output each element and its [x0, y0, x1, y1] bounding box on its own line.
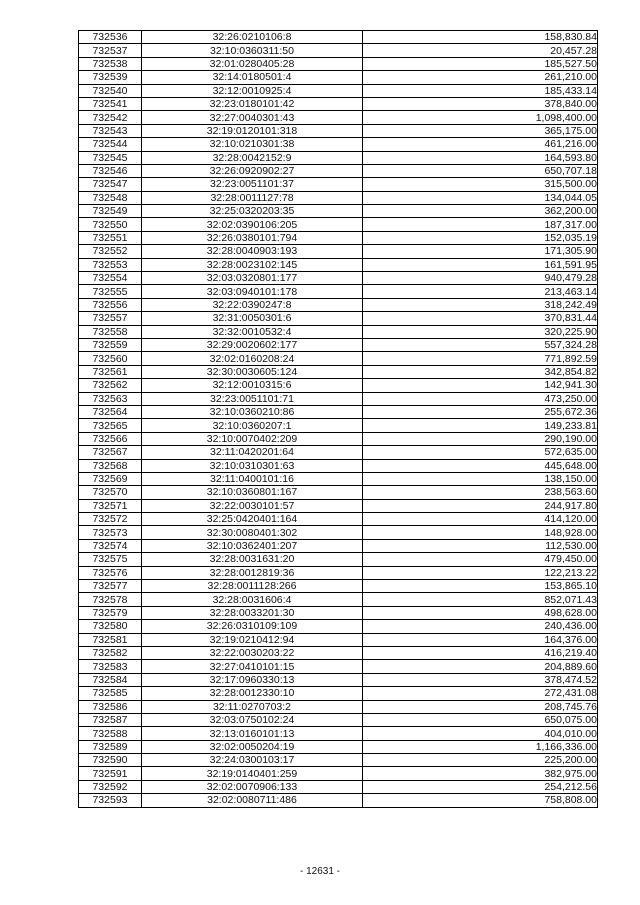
cadastral-number-cell: 32:27:0410101:15 — [142, 660, 363, 673]
record-id-cell: 732561 — [79, 365, 142, 378]
amount-cell: 445,648.00 — [363, 459, 598, 472]
amount-cell: 378,840.00 — [363, 97, 598, 110]
record-id-cell: 732557 — [79, 312, 142, 325]
table-body — [79, 31, 598, 808]
cadastral-number-cell: 32:10:0360210:86 — [142, 405, 363, 418]
amount-cell: 650,707.18 — [363, 164, 598, 177]
record-id-cell: 732587 — [79, 713, 142, 726]
record-id-cell: 732574 — [79, 539, 142, 552]
record-id-cell: 732545 — [79, 151, 142, 164]
cadastral-number-cell: 32:14:0180501:4 — [142, 71, 363, 84]
table-row — [79, 539, 598, 552]
record-id-cell: 732582 — [79, 646, 142, 659]
cadastral-number-cell: 32:10:0360311:50 — [142, 44, 363, 57]
amount-cell: 20,457.28 — [363, 44, 598, 57]
table-row — [79, 272, 598, 285]
cadastral-number-cell: 32:19:0120101:318 — [142, 124, 363, 137]
cadastral-number-cell: 32:25:0320203:35 — [142, 205, 363, 218]
record-id-cell: 732547 — [79, 178, 142, 191]
table-row — [79, 633, 598, 646]
cadastral-number-cell: 32:28:0031606:4 — [142, 593, 363, 606]
cadastral-number-cell: 32:28:0033201:30 — [142, 606, 363, 619]
amount-cell: 185,527.50 — [363, 57, 598, 70]
table-row — [79, 325, 598, 338]
table-row — [79, 566, 598, 579]
amount-cell: 414,120.00 — [363, 513, 598, 526]
table-row — [79, 794, 598, 807]
table-row — [79, 405, 598, 418]
record-id-cell: 732568 — [79, 459, 142, 472]
table-row — [79, 178, 598, 191]
amount-cell: 185,433.14 — [363, 84, 598, 97]
record-id-cell: 732564 — [79, 405, 142, 418]
cadastral-number-cell: 32:23:0180101:42 — [142, 97, 363, 110]
table-row — [79, 687, 598, 700]
amount-cell: 112,530.00 — [363, 539, 598, 552]
amount-cell: 254,212.56 — [363, 780, 598, 793]
cadastral-number-cell: 32:30:0080401:302 — [142, 526, 363, 539]
cadastral-number-cell: 32:28:0012819:36 — [142, 566, 363, 579]
amount-cell: 204,889.60 — [363, 660, 598, 673]
record-id-cell: 732592 — [79, 780, 142, 793]
table-row — [79, 84, 598, 97]
table-row — [79, 151, 598, 164]
cadastral-number-cell: 32:25:0420401:164 — [142, 513, 363, 526]
table-row — [79, 285, 598, 298]
table-row — [79, 780, 598, 793]
record-id-cell: 732581 — [79, 633, 142, 646]
cadastral-number-cell: 32:10:0360801:167 — [142, 486, 363, 499]
amount-cell: 362,200.00 — [363, 205, 598, 218]
record-id-cell: 732565 — [79, 419, 142, 432]
cadastral-number-cell: 32:28:0040903:193 — [142, 245, 363, 258]
table-row — [79, 392, 598, 405]
table-row — [79, 593, 598, 606]
amount-cell: 161,591.95 — [363, 258, 598, 271]
amount-cell: 240,436.00 — [363, 620, 598, 633]
amount-cell: 148,928.00 — [363, 526, 598, 539]
cadastral-number-cell: 32:26:0380101:794 — [142, 231, 363, 244]
table-row — [79, 499, 598, 512]
cadastral-number-cell: 32:03:0320801:177 — [142, 272, 363, 285]
table-row — [79, 298, 598, 311]
amount-cell: 378,474.52 — [363, 673, 598, 686]
table-row — [79, 646, 598, 659]
record-id-cell: 732544 — [79, 138, 142, 151]
amount-cell: 152,035.19 — [363, 231, 598, 244]
amount-cell: 261,210.00 — [363, 71, 598, 84]
cadastral-number-cell: 32:29:0020602:177 — [142, 338, 363, 351]
cadastral-number-cell: 32:02:0080711:486 — [142, 794, 363, 807]
cadastral-number-cell: 32:02:0070906:133 — [142, 780, 363, 793]
cadastral-number-cell: 32:28:0012330:10 — [142, 687, 363, 700]
record-id-cell: 732580 — [79, 620, 142, 633]
record-id-cell: 732543 — [79, 124, 142, 137]
table-row — [79, 258, 598, 271]
amount-cell: 164,593.80 — [363, 151, 598, 164]
amount-cell: 149,233.81 — [363, 419, 598, 432]
amount-cell: 370,831.44 — [363, 312, 598, 325]
record-id-cell: 732542 — [79, 111, 142, 124]
table-row — [79, 459, 598, 472]
table-row — [79, 338, 598, 351]
table-row — [79, 673, 598, 686]
cadastral-number-cell: 32:28:0023102:145 — [142, 258, 363, 271]
cadastral-number-cell: 32:10:0362401:207 — [142, 539, 363, 552]
record-id-cell: 732546 — [79, 164, 142, 177]
table-row — [79, 245, 598, 258]
amount-cell: 272,431.08 — [363, 687, 598, 700]
record-id-cell: 732541 — [79, 97, 142, 110]
cadastral-number-cell: 32:28:0042152:9 — [142, 151, 363, 164]
record-id-cell: 732569 — [79, 472, 142, 485]
record-id-cell: 732579 — [79, 606, 142, 619]
table-row — [79, 379, 598, 392]
record-id-cell: 732578 — [79, 593, 142, 606]
table-row — [79, 365, 598, 378]
cadastral-number-cell: 32:03:0940101:178 — [142, 285, 363, 298]
cadastral-number-cell: 32:30:0030605:124 — [142, 365, 363, 378]
cadastral-number-cell: 32:10:0360207:1 — [142, 419, 363, 432]
cadastral-number-cell: 32:12:0010925:4 — [142, 84, 363, 97]
table-row — [79, 486, 598, 499]
amount-cell: 461,216.00 — [363, 138, 598, 151]
cadastral-number-cell: 32:28:0011127:78 — [142, 191, 363, 204]
record-id-cell: 732538 — [79, 57, 142, 70]
cadastral-number-cell: 32:22:0390247:8 — [142, 298, 363, 311]
record-id-cell: 732554 — [79, 272, 142, 285]
record-id-cell: 732590 — [79, 754, 142, 767]
table-row — [79, 620, 598, 633]
amount-cell: 473,250.00 — [363, 392, 598, 405]
record-id-cell: 732593 — [79, 794, 142, 807]
table-row — [79, 727, 598, 740]
table-row — [79, 71, 598, 84]
amount-cell: 318,242.49 — [363, 298, 598, 311]
table-row — [79, 111, 598, 124]
record-id-cell: 732567 — [79, 446, 142, 459]
record-id-cell: 732571 — [79, 499, 142, 512]
amount-cell: 164,376.00 — [363, 633, 598, 646]
table-row — [79, 713, 598, 726]
cadastral-number-cell: 32:02:0390106:205 — [142, 218, 363, 231]
table-row — [79, 312, 598, 325]
amount-cell: 416,219.40 — [363, 646, 598, 659]
cadastral-number-cell: 32:13:0160101:13 — [142, 727, 363, 740]
amount-cell: 365,175.00 — [363, 124, 598, 137]
amount-cell: 290,190.00 — [363, 432, 598, 445]
record-id-cell: 732562 — [79, 379, 142, 392]
amount-cell: 940,479.28 — [363, 272, 598, 285]
cadastral-number-cell: 32:26:0920902:27 — [142, 164, 363, 177]
cadastral-number-cell: 32:26:0210106:8 — [142, 31, 363, 44]
record-id-cell: 732548 — [79, 191, 142, 204]
amount-cell: 852,071.43 — [363, 593, 598, 606]
amount-cell: 171,305.90 — [363, 245, 598, 258]
amount-cell: 342,854.82 — [363, 365, 598, 378]
record-id-cell: 732560 — [79, 352, 142, 365]
amount-cell: 1,166,336.00 — [363, 740, 598, 753]
record-id-cell: 732573 — [79, 526, 142, 539]
cadastral-number-cell: 32:17:0960330:13 — [142, 673, 363, 686]
cadastral-number-cell: 32:11:0270703:2 — [142, 700, 363, 713]
record-id-cell: 732589 — [79, 740, 142, 753]
amount-cell: 382,975.00 — [363, 767, 598, 780]
amount-cell: 225,200.00 — [363, 754, 598, 767]
amount-cell: 771,892.59 — [363, 352, 598, 365]
cadastral-number-cell: 32:12:0010315:6 — [142, 379, 363, 392]
amount-cell: 138,150.00 — [363, 472, 598, 485]
amount-cell: 238,563.60 — [363, 486, 598, 499]
cadastral-number-cell: 32:24:0300103:17 — [142, 754, 363, 767]
table-row — [79, 513, 598, 526]
record-id-cell: 732577 — [79, 580, 142, 593]
table-row — [79, 526, 598, 539]
record-id-cell: 732540 — [79, 84, 142, 97]
cadastral-number-cell: 32:32:0010532:4 — [142, 325, 363, 338]
table-row — [79, 446, 598, 459]
table-row — [79, 740, 598, 753]
record-id-cell: 732553 — [79, 258, 142, 271]
record-id-cell: 732575 — [79, 553, 142, 566]
amount-cell: 153,865.10 — [363, 580, 598, 593]
cadastral-number-cell: 32:19:0140401:259 — [142, 767, 363, 780]
table-row — [79, 31, 598, 44]
amount-cell: 213,463.14 — [363, 285, 598, 298]
cadastral-number-cell: 32:10:0210301:38 — [142, 138, 363, 151]
record-id-cell: 732556 — [79, 298, 142, 311]
record-id-cell: 732576 — [79, 566, 142, 579]
amount-cell: 255,672.36 — [363, 405, 598, 418]
table-row — [79, 205, 598, 218]
table-row — [79, 124, 598, 137]
record-id-cell: 732591 — [79, 767, 142, 780]
amount-cell: 572,635.00 — [363, 446, 598, 459]
record-id-cell: 732583 — [79, 660, 142, 673]
record-id-cell: 732558 — [79, 325, 142, 338]
table-row — [79, 97, 598, 110]
record-id-cell: 732551 — [79, 231, 142, 244]
cadastral-number-cell: 32:27:0040301:43 — [142, 111, 363, 124]
cadastral-number-cell: 32:31:0050301:6 — [142, 312, 363, 325]
record-id-cell: 732555 — [79, 285, 142, 298]
record-id-cell: 732563 — [79, 392, 142, 405]
cadastral-number-cell: 32:19:0210412:94 — [142, 633, 363, 646]
table-row — [79, 138, 598, 151]
amount-cell: 758,808.00 — [363, 794, 598, 807]
table-row — [79, 472, 598, 485]
record-id-cell: 732586 — [79, 700, 142, 713]
amount-cell: 498,628.00 — [363, 606, 598, 619]
table-row — [79, 191, 598, 204]
table-row — [79, 754, 598, 767]
amount-cell: 158,830.84 — [363, 31, 598, 44]
cadastral-number-cell: 32:03:0750102:24 — [142, 713, 363, 726]
amount-cell: 479,450.00 — [363, 553, 598, 566]
cadastral-number-cell: 32:28:0031631:20 — [142, 553, 363, 566]
record-id-cell: 732549 — [79, 205, 142, 218]
amount-cell: 134,044.05 — [363, 191, 598, 204]
record-id-cell: 732552 — [79, 245, 142, 258]
cadastral-number-cell: 32:22:0030203:22 — [142, 646, 363, 659]
cadastral-number-cell: 32:22:0030101:57 — [142, 499, 363, 512]
record-id-cell: 732570 — [79, 486, 142, 499]
amount-cell: 142,941.30 — [363, 379, 598, 392]
cadastral-number-cell: 32:11:0400101:16 — [142, 472, 363, 485]
table-row — [79, 44, 598, 57]
amount-cell: 1,098,400.00 — [363, 111, 598, 124]
record-id-cell: 732536 — [79, 31, 142, 44]
record-id-cell: 732559 — [79, 338, 142, 351]
table-row — [79, 432, 598, 445]
cadastral-number-cell: 32:23:0051101:71 — [142, 392, 363, 405]
table-row — [79, 218, 598, 231]
cadastral-number-cell: 32:23:0051101:37 — [142, 178, 363, 191]
record-id-cell: 732539 — [79, 71, 142, 84]
amount-cell: 650,075.00 — [363, 713, 598, 726]
record-id-cell: 732572 — [79, 513, 142, 526]
table-row — [79, 231, 598, 244]
record-id-cell: 732550 — [79, 218, 142, 231]
record-id-cell: 732584 — [79, 673, 142, 686]
cadastral-number-cell: 32:28:0011128:266 — [142, 580, 363, 593]
amount-cell: 244,917.80 — [363, 499, 598, 512]
table-row — [79, 164, 598, 177]
record-id-cell: 732566 — [79, 432, 142, 445]
amount-cell: 320,225.90 — [363, 325, 598, 338]
amount-cell: 557,324.28 — [363, 338, 598, 351]
page-number: - 12631 - — [299, 866, 341, 877]
amount-cell: 187,317.00 — [363, 218, 598, 231]
table-row — [79, 660, 598, 673]
table-row — [79, 553, 598, 566]
cadastral-number-cell: 32:02:0160208:24 — [142, 352, 363, 365]
amount-cell: 208,745.76 — [363, 700, 598, 713]
amount-cell: 315,500.00 — [363, 178, 598, 191]
record-id-cell: 732537 — [79, 44, 142, 57]
records-table — [78, 30, 598, 808]
table-row — [79, 419, 598, 432]
table-row — [79, 700, 598, 713]
cadastral-number-cell: 32:02:0050204:19 — [142, 740, 363, 753]
cadastral-number-cell: 32:01:0280405:28 — [142, 57, 363, 70]
record-id-cell: 732585 — [79, 687, 142, 700]
cadastral-number-cell: 32:10:0070402:209 — [142, 432, 363, 445]
table-row — [79, 767, 598, 780]
table-row — [79, 606, 598, 619]
cadastral-number-cell: 32:10:0310301:63 — [142, 459, 363, 472]
amount-cell: 404,010.00 — [363, 727, 598, 740]
cadastral-number-cell: 32:11:0420201:64 — [142, 446, 363, 459]
cadastral-number-cell: 32:26:0310109:109 — [142, 620, 363, 633]
table-row — [79, 352, 598, 365]
amount-cell: 122,213.22 — [363, 566, 598, 579]
table-row — [79, 580, 598, 593]
record-id-cell: 732588 — [79, 727, 142, 740]
table-row — [79, 57, 598, 70]
